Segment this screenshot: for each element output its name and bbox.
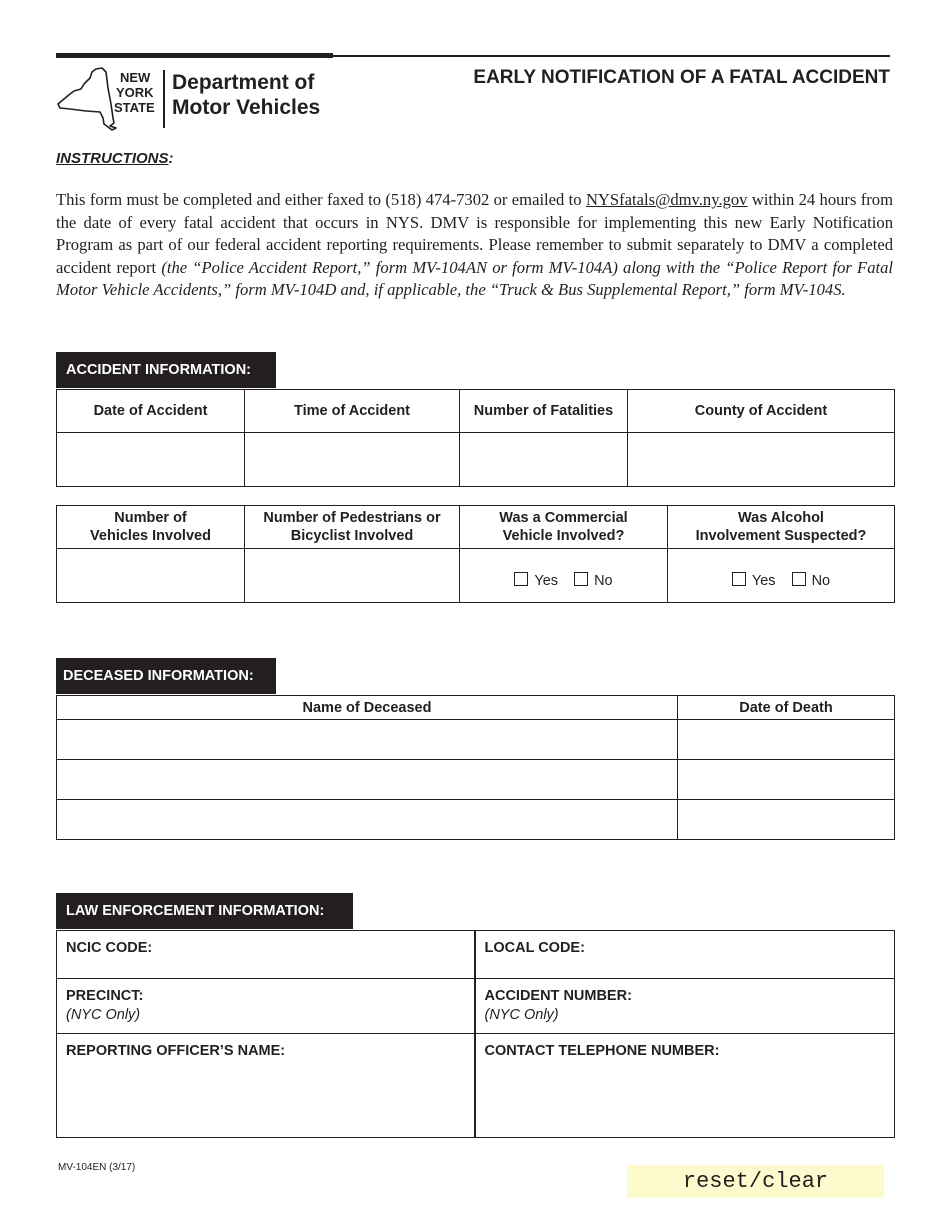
officer-name-label: REPORTING OFFICER’S NAME: [66,1043,286,1059]
accident-number-label: ACCIDENT NUMBER: [484,988,632,1004]
precinct-note: (NYC Only) [66,1007,141,1023]
precinct-field[interactable] [57,979,475,1034]
alcohol-no-label: No [811,573,831,589]
instructions-italic-text: (the “Police Accident Report,” form MV-104AN or form MV-104A) along with the “Police Report for Fatal Motor Vehicle Accidents,” form MV-104D and, if applicable, the “Truck & Bus Supplemental Report,” form MV-104S. [56,257,894,299]
header-rule-thick [56,53,333,58]
instructions-heading-text: INSTRUCTIONS [56,150,169,167]
commercial-no-option[interactable] [574,572,613,589]
date-of-death-field-3[interactable] [678,800,895,840]
alcohol-yes-checkbox[interactable] [732,572,746,586]
state-word-york: YORK [116,85,154,100]
local-code-label: LOCAL CODE: [484,940,585,956]
law-enforcement-table [56,930,895,1138]
col-name-of-deceased: Name of Deceased [57,696,678,720]
local-code-field[interactable] [475,931,895,979]
alcohol-yes-label: Yes [751,573,776,589]
header-rule-thin [333,55,890,57]
instructions-heading [56,150,174,167]
col-number-of-fatalities: Number of Fatalities [460,390,628,433]
instructions-heading-colon: : [168,150,174,167]
email-link[interactable]: NYSfatals@dmv.ny.gov [585,190,748,209]
instructions-text-1: This form must be completed and either faxed to (518) 474-7302 or emailed to [56,190,586,209]
ncic-code-label: NCIC CODE: [66,940,153,956]
date-of-accident-field[interactable] [57,433,245,487]
alcohol-suspected-options [668,549,895,603]
county-of-accident-field[interactable] [628,433,895,487]
accident-number-field[interactable] [475,979,895,1034]
col-pedestrians-involved [245,506,460,549]
precinct-label: PRECINCT: [66,988,144,1004]
dept-name-line2: Motor Vehicles [172,96,321,119]
commercial-yes-option[interactable] [514,572,558,589]
dept-name-line1: Department of [172,71,315,94]
law-section-header: LAW ENFORCEMENT INFORMATION: [56,893,353,929]
pedestrians-involved-field[interactable] [245,549,460,603]
col-vehicles-line2: Vehicles Involved [90,528,211,544]
contact-phone-field[interactable] [475,1034,895,1138]
dept-name [172,70,320,120]
instructions-text-2: within 24 hours from the date of every fatal accident that occurs in NYS. DMV is responsible for implementing this new Early Notification Program as part of our federal accident reporting requirements. Please remember to submit separately to DMV a completed accident report [56,190,893,277]
col-alcohol-line2: Involvement Suspected? [695,528,867,544]
col-alcohol-line1: Was Alcohol [738,510,824,526]
officer-name-field[interactable] [57,1034,475,1138]
ny-state-outline-icon [56,66,118,132]
instructions-body [56,189,893,302]
date-of-death-field-2[interactable] [678,760,895,800]
alcohol-no-option[interactable] [792,572,831,589]
col-commercial-vehicle [460,506,668,549]
col-vehicles-involved [57,506,245,549]
accident-number-note: (NYC Only) [484,1007,559,1023]
accident-table-2 [56,505,895,603]
contact-phone-label: CONTACT TELEPHONE NUMBER: [484,1043,720,1059]
col-time-of-accident: Time of Accident [245,390,460,433]
col-alcohol-suspected [668,506,895,549]
logo-divider [163,70,165,128]
nys-dmv-logo [56,64,336,132]
accident-table-1 [56,389,895,487]
ncic-code-field[interactable] [57,931,475,979]
date-of-death-field-1[interactable] [678,720,895,760]
col-peds-line2: Bicyclist Involved [290,528,414,544]
col-county-of-accident: County of Accident [628,390,895,433]
state-word-state: STATE [114,100,155,115]
col-commercial-line2: Vehicle Involved? [502,528,625,544]
alcohol-no-checkbox[interactable] [792,572,806,586]
vehicles-involved-field[interactable] [57,549,245,603]
deceased-section-header: DECEASED INFORMATION: [56,658,276,694]
reset-clear-button[interactable]: reset/clear [627,1165,884,1198]
form-code: MV-104EN (3/17) [58,1162,136,1173]
deceased-name-field-2[interactable] [57,760,678,800]
commercial-no-checkbox[interactable] [574,572,588,586]
col-date-of-accident: Date of Accident [57,390,245,433]
col-vehicles-line1: Number of [114,510,187,526]
accident-section-header: ACCIDENT INFORMATION: [56,352,276,388]
commercial-yes-checkbox[interactable] [514,572,528,586]
form-title: EARLY NOTIFICATION OF A FATAL ACCIDENT [473,67,890,88]
deceased-table [56,695,895,840]
state-word-new: NEW [120,70,151,85]
commercial-vehicle-options [460,549,668,603]
col-commercial-line1: Was a Commercial [499,510,628,526]
deceased-name-field-3[interactable] [57,800,678,840]
col-date-of-death: Date of Death [678,696,895,720]
alcohol-yes-option[interactable] [732,572,776,589]
commercial-no-label: No [594,573,613,589]
commercial-yes-label: Yes [534,573,559,589]
time-of-accident-field[interactable] [245,433,460,487]
col-peds-line1: Number of Pedestrians or [263,510,441,526]
number-of-fatalities-field[interactable] [460,433,628,487]
deceased-name-field-1[interactable] [57,720,678,760]
